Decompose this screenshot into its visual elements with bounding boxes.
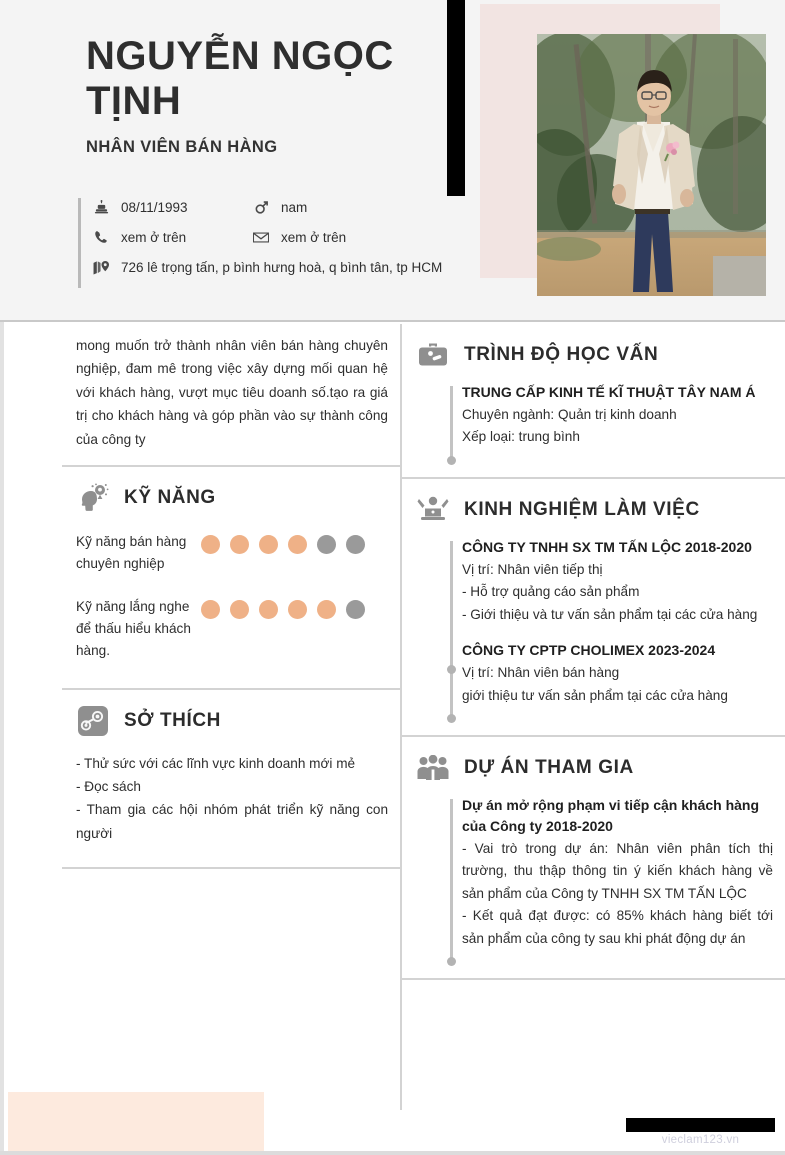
skill-item <box>76 596 388 661</box>
person-laptop-icon <box>416 493 450 527</box>
entry-line: Vị trí: Nhân viên bán hàng <box>462 665 620 681</box>
job-title: NHÂN VIÊN BÁN HÀNG <box>86 137 278 156</box>
page-title: NGUYỄN NGỌC TỊNH <box>86 34 394 123</box>
rating-dot-empty <box>317 535 336 554</box>
header-identity <box>86 34 466 157</box>
entry-title: Dự án mở rộng phạm vi tiếp cận khách hàng của Công ty 2018-2020 <box>462 796 760 834</box>
contact-value: nam <box>281 199 308 215</box>
gender-male-icon <box>251 198 271 216</box>
entry-line: - Vai trò trong dự án: Nhân viên phân tích thị trường, thu thập thông tin ý kiến khách hàng về sản phẩm của Công ty TNHH SX TM TẤN LỘC <box>462 840 773 901</box>
section-projects <box>402 737 785 978</box>
projects-timeline <box>416 789 773 978</box>
entry-line: - Hỗ trợ quảng cáo sản phẩm <box>462 584 640 600</box>
rating-dot-filled <box>288 600 307 619</box>
objective-text: mong muốn trở thành nhân viên bán hàng chuyên nghiệp, đam mê trong việc xây dựng mối quan hệ với khách hàng, vượt mục tiêu doanh số.tạo ra giá trị cho khách hàng và góp phần vào sự thành công của công ty <box>76 338 388 447</box>
section-experience <box>402 479 785 735</box>
timeline-line <box>450 386 453 461</box>
contact-phone <box>91 228 251 246</box>
section-skills <box>62 467 400 662</box>
skill-item <box>76 531 388 575</box>
rating-dot-filled <box>288 535 307 554</box>
hobbies-list <box>76 752 388 846</box>
experience-entry <box>462 640 773 707</box>
decor-peach-rectangle <box>8 1092 264 1155</box>
list-item: - Đọc sách <box>76 779 141 794</box>
list-item: - Tham gia các hội nhóm phát triển kỹ năng con người <box>76 802 388 841</box>
head-idea-icon <box>76 481 110 515</box>
section-title: DỰ ÁN THAM GIA <box>464 756 634 778</box>
timeline-dot <box>447 665 456 674</box>
education-timeline <box>416 376 773 477</box>
contact-row <box>91 228 478 246</box>
education-entry <box>462 382 773 449</box>
rating-dot-filled <box>230 600 249 619</box>
briefcase-icon <box>416 338 450 372</box>
cv-body <box>0 324 785 1155</box>
experience-timeline <box>416 531 773 735</box>
projects-header <box>416 737 773 789</box>
contact-value: 726 lê trọng tấn, p bình hưng hoà, q bình tân, tp HCM <box>121 259 443 275</box>
skills-header <box>76 467 388 519</box>
decor-black-footer-bar <box>626 1118 775 1132</box>
section-title: SỞ THÍCH <box>124 709 222 731</box>
cv-header <box>0 0 785 322</box>
rating-dot-filled <box>201 600 220 619</box>
contact-gender <box>251 198 307 216</box>
section-title: KỸ NĂNG <box>124 486 216 508</box>
map-location-icon <box>91 258 111 276</box>
entry-title: CÔNG TY TNHH SX TM TẤN LỘC 2018-2020 <box>462 538 752 555</box>
section-education <box>402 324 785 477</box>
entry-line: - Giới thiệu và tư vấn sản phẩm tại các cửa hàng <box>462 606 758 622</box>
experience-header <box>416 479 773 531</box>
entry-title: CÔNG TY CPTP CHOLIMEX 2023-2024 <box>462 642 716 659</box>
education-header <box>416 324 773 376</box>
entry-line: - Kết quả đạt được: có 85% khách hàng biết tới sản phẩm của công ty sau khi phát động dự án <box>462 908 773 946</box>
project-entry <box>462 795 773 950</box>
watermark: vieclam123.vn <box>661 1134 740 1146</box>
section-divider <box>62 867 400 869</box>
contact-block <box>78 198 478 288</box>
skill-rating <box>201 596 365 619</box>
entry-title: TRUNG CẤP KINH TẾ KĨ THUẬT TÂY NAM Á <box>462 384 756 400</box>
section-divider <box>402 978 785 980</box>
list-item: - Thử sức với các lĩnh vực kinh doanh mới mẻ <box>76 755 356 771</box>
hobbies-header <box>76 690 388 742</box>
contact-address <box>91 258 442 276</box>
section-hobbies <box>62 690 400 846</box>
timeline-line <box>450 541 453 719</box>
skills-list <box>76 531 388 662</box>
contact-value: xem ở trên <box>281 229 347 245</box>
section-title: TRÌNH ĐỘ HỌC VẤN <box>464 344 659 365</box>
skill-rating <box>201 531 365 554</box>
section-title: KINH NGHIỆM LÀM VIỆC <box>464 498 700 520</box>
rating-dot-empty <box>346 535 365 554</box>
left-column <box>62 324 400 869</box>
timeline-dot <box>447 456 456 465</box>
right-column <box>402 324 785 980</box>
contact-value: 08/11/1993 <box>121 199 188 215</box>
timeline-line <box>450 799 453 962</box>
contact-value: xem ở trên <box>121 229 187 245</box>
timeline-dot <box>447 957 456 966</box>
skill-label: Kỹ năng bán hàng chuyên nghiệp <box>76 533 187 571</box>
phone-icon <box>91 228 111 246</box>
section-objective <box>62 324 400 451</box>
envelope-icon <box>251 228 271 246</box>
portrait-photo <box>537 34 766 296</box>
entry-line: Vị trí: Nhân viên tiếp thị <box>462 561 603 577</box>
people-group-icon <box>416 751 450 785</box>
birthday-cake-icon <box>91 198 111 216</box>
skill-label: Kỹ năng lắng nghe để thấu hiểu khách hàng. <box>76 599 191 658</box>
page-bottom-edge <box>0 1151 785 1155</box>
contact-row <box>91 258 478 276</box>
contact-row <box>91 198 478 216</box>
entry-line: Xếp loại: trung bình <box>462 429 580 445</box>
timeline-dot <box>447 714 456 723</box>
contact-birthdate <box>91 198 251 216</box>
rating-dot-empty <box>346 600 365 619</box>
rating-dot-filled <box>259 600 278 619</box>
experience-entry <box>462 537 773 626</box>
contact-email <box>251 228 346 246</box>
entry-line: giới thiệu tư vấn sản phẩm tại các cửa hàng <box>462 687 728 703</box>
entry-line: Chuyên ngành: Quản trị kinh doanh <box>462 407 677 422</box>
rating-dot-filled <box>259 535 278 554</box>
rating-dot-filled <box>201 535 220 554</box>
steam-hobby-icon <box>76 704 110 738</box>
rating-dot-filled <box>317 600 336 619</box>
rating-dot-filled <box>230 535 249 554</box>
